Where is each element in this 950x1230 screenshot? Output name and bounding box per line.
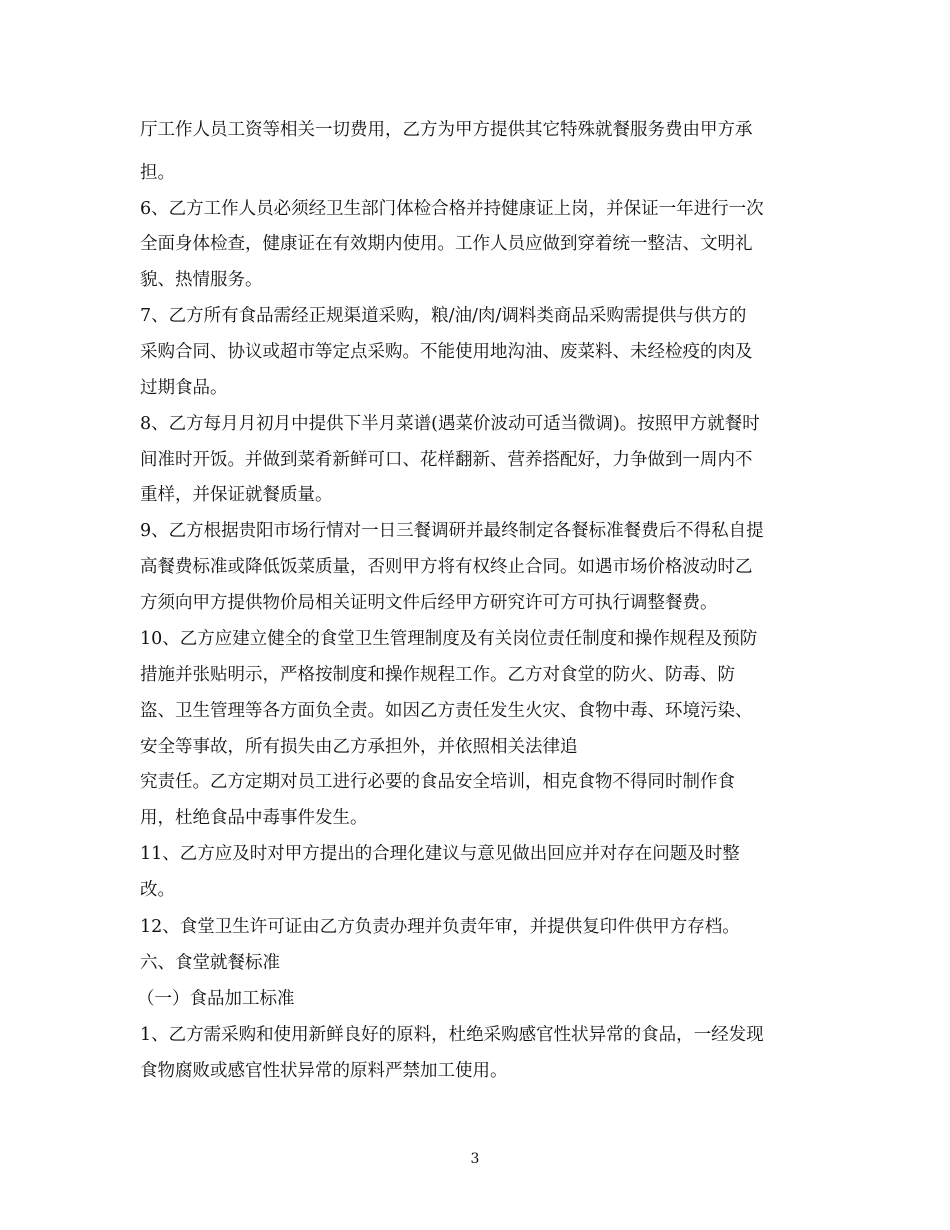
text-line: 貌、热情服务。 — [140, 270, 263, 290]
text-line: 重样，并保证就餐质量。 — [140, 485, 333, 505]
text-line: 究责任。乙方定期对员工进行必要的食品安全培训，相克食物不得同时制作食 — [140, 772, 735, 792]
text-line: 1、乙方需采购和使用新鲜良好的原料，杜绝采购感官性状异常的食品，一经发现 — [140, 1025, 764, 1045]
text-line: 用，杜绝食品中毒事件发生。 — [140, 808, 368, 828]
text-line: 11、乙方应及时对甲方提出的合理化建议与意见做出回应并对存在问题及时整 — [140, 844, 740, 864]
text-line: 食物腐败或感官性状异常的原料严禁加工使用。 — [140, 1061, 508, 1081]
text-line: 6、乙方工作人员必须经卫生部门体检合格并持健康证上岗，并保证一年进行一次 — [140, 199, 764, 219]
text-line: 12、食堂卫生许可证由乙方负责办理并负责年审，并提供复印件供甲方存档。 — [140, 917, 740, 937]
text-line: 措施并张贴明示，严格按制度和操作规程工作。乙方对食堂的防火、防毒、防 — [140, 665, 735, 685]
text-line: 厅工作人员工资等相关一切费用，乙方为甲方提供其它特殊就餐服务费由甲方承 — [140, 120, 753, 140]
text-line: 盗、卫生管理等各方面负全责。如因乙方责任发生火灾、食物中毒、环境污染、 — [140, 701, 753, 721]
text-line: 间准时开饭。并做到菜肴新鲜可口、花样翻新、营养搭配好，力争做到一周内不 — [140, 450, 753, 470]
page-number: 3 — [470, 1151, 480, 1167]
text-line: 高餐费标准或降低饭菜质量，否则甲方将有权终止合同。如遇市场价格波动时乙 — [140, 557, 753, 577]
text-line: 9、乙方根据贵阳市场行情对一日三餐调研并最终制定各餐标准餐费后不得私自提 — [140, 521, 764, 541]
text-line: 安全等事故，所有损失由乙方承担外，并依照相关法律追 — [140, 737, 578, 757]
text-line: 担。 — [140, 163, 175, 183]
text-line: 采购合同、协议或超市等定点采购。不能使用地沟油、废菜料、未经检疫的肉及 — [140, 342, 753, 362]
text-line: （一）食品加工标准 — [137, 989, 295, 1009]
text-line: 六、食堂就餐标准 — [140, 953, 280, 973]
text-line: 10、乙方应建立健全的食堂卫生管理制度及有关岗位责任制度和操作规程及预防 — [140, 629, 758, 649]
text-line: 改。 — [140, 880, 175, 900]
text-line: 过期食品。 — [140, 378, 228, 398]
text-line: 方须向甲方提供物价局相关证明文件后经甲方研究许可方可执行调整餐费。 — [140, 593, 718, 613]
text-line: 全面身体检查，健康证在有效期内使用。工作人员应做到穿着统一整洁、文明礼 — [140, 234, 753, 254]
text-line: 8、乙方每月月初月中提供下半月菜谱(遇菜价波动可适当微调)。按照甲方就餐时 — [140, 414, 760, 434]
text-line: 7、乙方所有食品需经正规渠道采购，粮/油/肉/调料类商品采购需提供与供方的 — [140, 306, 747, 326]
